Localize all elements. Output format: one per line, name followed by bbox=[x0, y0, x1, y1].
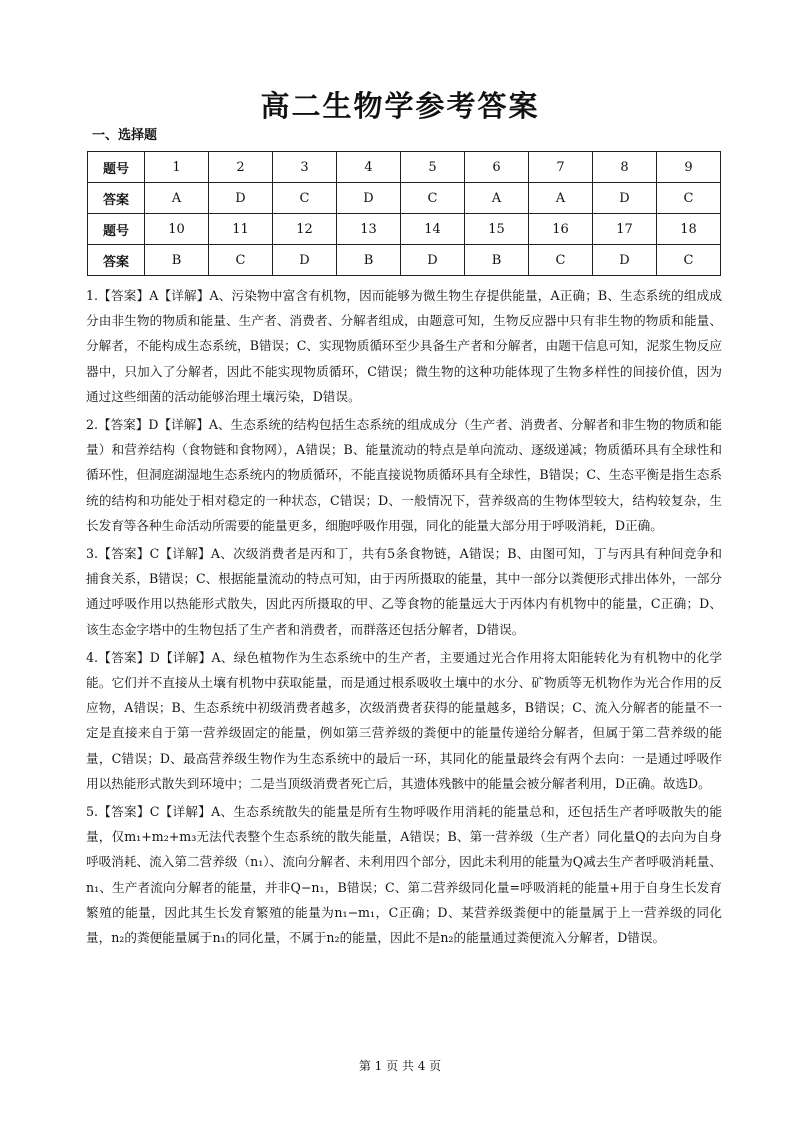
answer-table-cell: 4 bbox=[337, 152, 401, 183]
answer-table-cell: 2 bbox=[209, 152, 273, 183]
answer-table-cell: D bbox=[273, 245, 337, 276]
answer-table-cell: 7 bbox=[529, 152, 593, 183]
answer-table-cell: 17 bbox=[593, 214, 657, 245]
answer-table-cell: 1 bbox=[145, 152, 209, 183]
answer-table-cell: C bbox=[209, 245, 273, 276]
answer-table-row bbox=[88, 152, 721, 183]
page-footer: 第 1 页 共 4 页 bbox=[358, 1059, 442, 1073]
answer-table-cell: 18 bbox=[657, 214, 721, 245]
answer-table bbox=[87, 151, 721, 276]
answer-table-cell: 14 bbox=[401, 214, 465, 245]
answer-table-cell: A bbox=[529, 183, 593, 214]
answer-table-row bbox=[88, 214, 721, 245]
answer-table-cell: A bbox=[145, 183, 209, 214]
explanation-paragraph: 1.【答案】A【详解】A、污染物中富含有机物，因而能够为微生物生存提供能量，A正确；B、生态系统的组成成分由非生物的物质和能量、生产者、消费者、分解者组成，由题意可知，生物反应器中只有非生物的物质和能量、分解者，不能构成生态系统，B错误；C、实现物质循环至少具备生产者和分解者，由题干信息可知，泥浆生物反应器中，只加入了分解者，因此不能实现物质循环，C错误；微生物的这种功能体现了生物多样性的间接价值，因为通过这些细菌的活动能够治理土壤污染，D错误。 bbox=[86, 288, 722, 404]
answer-table-cell: C bbox=[273, 183, 337, 214]
answer-table-row bbox=[88, 245, 721, 276]
answer-table-cell: A bbox=[465, 183, 529, 214]
explanation-paragraph: 5.【答案】C【详解】A、生态系统散失的能量是所有生物呼吸作用消耗的能量总和，还包括生产者呼吸散失的能量，仅m₁+m₂+m₃无法代表整个生态系统的散失能量，A错误；B、第一营养级（生产者）同化量Q的去向为自身呼吸消耗、流入第二营养级（n₁）、流向分解者、未利用四个部分，因此未利用的能量为Q减去生产者呼吸消耗量、n₁、生产者流向分解者的能量，并非Q−n₁，B错误；C、第二营养级同化量=呼吸消耗的能量+用于自身生长发育繁殖的能量，因此其生长发育繁殖的能量为n₁−m₁，C正确；D、某营养级粪便中的能量属于上一营养级的同化量，n₂的粪便能量属于n₁的同化量，不属于n₂的能量，因此不是n₂的能量通过粪便流入分解者，D错误。 bbox=[86, 804, 722, 946]
answer-table-cell: 16 bbox=[529, 214, 593, 245]
answer-table-cell: C bbox=[529, 245, 593, 276]
section-heading: 一、选择题 bbox=[92, 128, 158, 143]
answer-table-cell: 11 bbox=[209, 214, 273, 245]
explanation-paragraph: 4.【答案】D【详解】A、绿色植物作为生态系统中的生产者，主要通过光合作用将太阳能转化为有机物中的化学能。它们并不直接从土壤有机物中获取能量，而是通过根系吸收土壤中的水分、矿物质等无机物作为光合作用的反应物，A错误；B、生态系统中初级消费者越多，次级消费者获得的能量越多，B错误；C、流入分解者的能量不一定是直接来自于第一营养级固定的能量，例如第三营养级的粪便中的能量传递给分解者，但属于第二营养级的能量，C错误；D、最高营养级生物作为生态系统中的最后一环，其同化的能量最终会有两个去向：一是通过呼吸作用以热能形式散失到环境中；二是当顶级消费者死亡后，其遗体残骸中的能量会被分解者利用，D正确。故选D。 bbox=[86, 649, 722, 791]
answer-table-cell: B bbox=[465, 245, 529, 276]
answer-table-cell: D bbox=[593, 183, 657, 214]
answer-table-cell: 9 bbox=[657, 152, 721, 183]
explanation-paragraph: 3.【答案】C【详解】A、次级消费者是丙和丁，共有5条食物链，A错误；B、由图可知，丁与丙具有种间竞争和捕食关系，B错误；C、根据能量流动的特点可知，由于丙所摄取的能量，其中一部分以粪便形式排出体外，一部分通过呼吸作用以热能形式散失，因此丙所摄取的甲、乙等食物的能量远大于丙体内有机物中的能量，C正确；D、该生态金字塔中的生物包括了生产者和消费者，而群落还包括分解者，D错误。 bbox=[86, 546, 722, 637]
answer-table-cell: C bbox=[401, 183, 465, 214]
answer-table-cell: D bbox=[401, 245, 465, 276]
answer-table-cell: D bbox=[337, 183, 401, 214]
answer-table-cell: 3 bbox=[273, 152, 337, 183]
answer-table-header-cell: 答案 bbox=[88, 245, 145, 276]
answer-table-cell: D bbox=[209, 183, 273, 214]
answer-table-cell: 13 bbox=[337, 214, 401, 245]
answer-table-cell: 5 bbox=[401, 152, 465, 183]
answer-table-header-cell: 题号 bbox=[88, 152, 145, 183]
answer-table-row bbox=[88, 183, 721, 214]
answer-table-cell: C bbox=[657, 245, 721, 276]
answer-table-cell: 8 bbox=[593, 152, 657, 183]
answer-table-cell: 15 bbox=[465, 214, 529, 245]
explanation-paragraph: 2.【答案】D【详解】A、生态系统的结构包括生态系统的组成成分（生产者、消费者、分解者和非生物的物质和能量）和营养结构（食物链和食物网），A错误；B、能量流动的特点是单向流动、逐级递减；物质循环具有全球性和循环性，但洞庭湖湿地生态系统内的物质循环，不能直接说物质循环具有全球性，B错误；C、生态平衡是指生态系统的结构和功能处于相对稳定的一种状态，C错误；D、一般情况下，营养级高的生物体型较大，结构较复杂，生长发育等各种生命活动所需要的能量更多，细胞呼吸作用强，同化的能量大部分用于呼吸消耗，D正确。 bbox=[86, 417, 722, 533]
answer-table-cell: 10 bbox=[145, 214, 209, 245]
answer-table-cell: B bbox=[145, 245, 209, 276]
answer-table-cell: 12 bbox=[273, 214, 337, 245]
page-title: 高二生物学参考答案 bbox=[260, 89, 540, 123]
answer-table-cell: C bbox=[657, 183, 721, 214]
explanations bbox=[86, 283, 722, 953]
answer-table-cell: B bbox=[337, 245, 401, 276]
answer-table-header-cell: 题号 bbox=[88, 214, 145, 245]
answer-table-cell: D bbox=[593, 245, 657, 276]
answer-table-cell: 6 bbox=[465, 152, 529, 183]
answer-table-header-cell: 答案 bbox=[88, 183, 145, 214]
